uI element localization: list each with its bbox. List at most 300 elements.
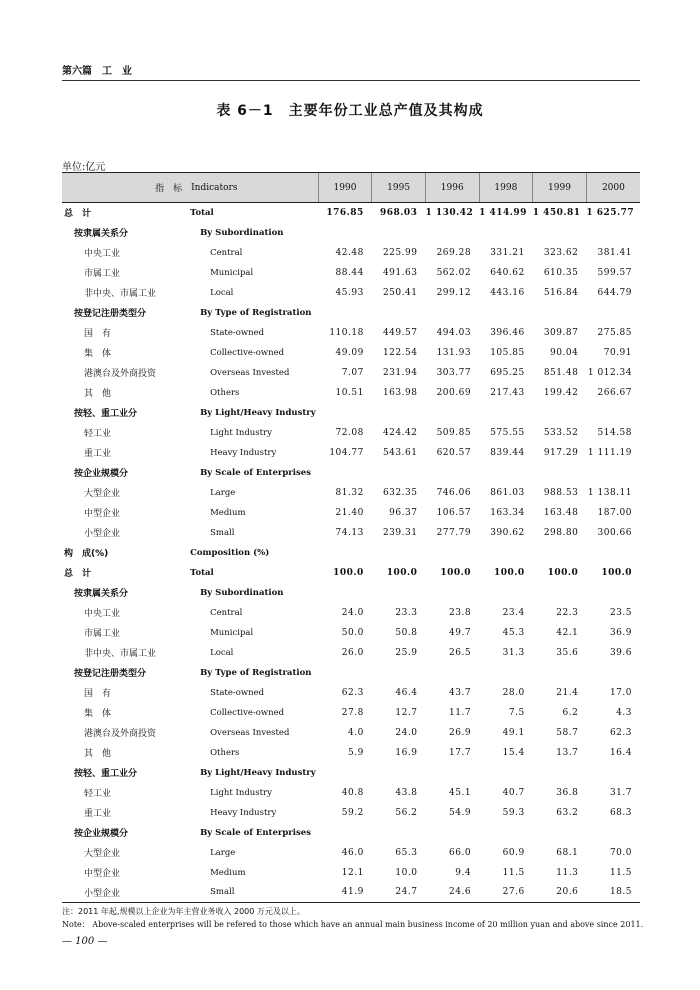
cell-value: 40.8 xyxy=(341,787,364,798)
cell-value: 65.3 xyxy=(395,847,418,858)
row-label-en: Overseas Invested xyxy=(210,367,290,378)
table-row xyxy=(62,823,640,843)
row-label-en: By Light/Heavy Industry xyxy=(200,767,316,778)
table-row xyxy=(62,623,640,643)
cell-value: 36.9 xyxy=(609,627,632,638)
table-row xyxy=(62,323,640,343)
cell-value: 50.8 xyxy=(395,627,418,638)
table-row xyxy=(62,603,640,623)
table-row xyxy=(62,563,640,583)
cell-value xyxy=(479,403,533,423)
row-label-en: Central xyxy=(210,247,243,258)
cell-value: 21.40 xyxy=(335,507,364,518)
table-header-row xyxy=(62,173,640,203)
row-label-zh: 国 有 xyxy=(84,689,112,699)
row-label-en: Overseas Invested xyxy=(210,727,290,738)
table-row xyxy=(62,583,640,603)
cell-value xyxy=(372,583,426,603)
data-table xyxy=(62,172,640,903)
cell-value xyxy=(318,663,372,683)
row-label-en: Light Industry xyxy=(210,427,272,438)
cell-value xyxy=(425,463,479,483)
row-label-en: Small xyxy=(210,527,235,538)
table-row xyxy=(62,543,640,563)
cell-value: 491.63 xyxy=(382,267,418,278)
cell-value xyxy=(425,663,479,683)
row-label-zh: 非中央、市属工业 xyxy=(84,649,157,659)
cell-value: 309.87 xyxy=(543,327,579,338)
cell-value: 10.51 xyxy=(335,387,364,398)
cell-value: 24.0 xyxy=(395,727,418,738)
table-row xyxy=(62,363,640,383)
cell-value: 31.7 xyxy=(609,787,632,798)
cell-value: 24.6 xyxy=(425,883,479,903)
cell-value: 25.9 xyxy=(395,647,418,658)
cell-value xyxy=(372,823,426,843)
cell-value xyxy=(372,403,426,423)
cell-value xyxy=(425,223,479,243)
cell-value: 43.8 xyxy=(395,787,418,798)
row-label-en: By Light/Heavy Industry xyxy=(200,407,316,418)
row-label-zh: 集 体 xyxy=(84,349,112,359)
row-label-en: Total xyxy=(190,207,214,218)
table-row xyxy=(62,643,640,663)
cell-value: 300.66 xyxy=(597,527,632,538)
cell-value: 298.80 xyxy=(543,527,579,538)
cell-value: 250.41 xyxy=(382,287,418,298)
cell-value xyxy=(533,463,587,483)
cell-value xyxy=(533,823,587,843)
cell-value: 7.5 xyxy=(508,707,525,718)
cell-value: 303.77 xyxy=(436,367,472,378)
table-row xyxy=(62,863,640,883)
cell-value: 24.0 xyxy=(341,607,364,618)
cell-value: 15.4 xyxy=(502,747,525,758)
table-body xyxy=(62,203,640,903)
cell-value: 599.57 xyxy=(597,267,632,278)
cell-value: 494.03 xyxy=(436,327,472,338)
cell-value xyxy=(586,403,640,423)
cell-value: 231.94 xyxy=(382,367,418,378)
cell-value: 390.62 xyxy=(490,527,525,538)
table-row xyxy=(62,243,640,263)
table-row xyxy=(62,683,640,703)
table-row xyxy=(62,403,640,423)
row-label-zh: 按隶属关系分 xyxy=(74,589,129,599)
row-label-zh: 其 他 xyxy=(84,389,112,399)
row-label-zh: 按企业规模分 xyxy=(74,469,129,479)
row-label-zh: 重工业 xyxy=(84,449,112,459)
table-row xyxy=(62,703,640,723)
cell-value: 45.1 xyxy=(449,787,472,798)
row-label-zh: 国 有 xyxy=(84,329,112,339)
cell-value: 100.0 xyxy=(440,567,472,578)
cell-value: 100.0 xyxy=(494,567,525,578)
cell-value xyxy=(372,663,426,683)
cell-value: 36.8 xyxy=(556,787,579,798)
cell-value xyxy=(425,583,479,603)
cell-value: 396.46 xyxy=(490,327,525,338)
row-label-zh: 港澳台及外商投资 xyxy=(84,369,157,379)
row-label-en: Composition (%) xyxy=(190,547,270,558)
cell-value: 59.2 xyxy=(341,807,364,818)
cell-value: 21.4 xyxy=(556,687,579,698)
cell-value xyxy=(318,303,372,323)
cell-value: 31.3 xyxy=(502,647,525,658)
cell-value xyxy=(372,303,426,323)
cell-value: 11.5 xyxy=(609,867,632,878)
row-label-en: Large xyxy=(210,847,236,858)
row-label-zh: 中型企业 xyxy=(84,869,121,879)
row-label-zh: 大型企业 xyxy=(84,489,121,499)
cell-value: 88.44 xyxy=(335,267,364,278)
cell-value: 74.13 xyxy=(335,527,364,538)
cell-value: 27.6 xyxy=(479,883,533,903)
header-year: 1999 xyxy=(533,173,587,203)
table-row xyxy=(62,263,640,283)
cell-value xyxy=(479,763,533,783)
table-row xyxy=(62,423,640,443)
row-label-zh: 按轻、重工业分 xyxy=(74,769,138,779)
header-year: 1996 xyxy=(425,173,479,203)
cell-value: 18.5 xyxy=(586,883,640,903)
header-indicator-en: Indicators xyxy=(190,173,318,203)
row-label-zh: 中央工业 xyxy=(84,249,121,259)
cell-value xyxy=(479,463,533,483)
cell-value xyxy=(318,823,372,843)
cell-value xyxy=(425,763,479,783)
cell-value: 217.43 xyxy=(490,387,525,398)
cell-value xyxy=(372,463,426,483)
cell-value xyxy=(586,823,640,843)
cell-value: 1 138.11 xyxy=(587,487,632,498)
header-year: 1998 xyxy=(479,173,533,203)
cell-value: 26.9 xyxy=(449,727,472,738)
cell-value: 514.58 xyxy=(597,427,632,438)
row-label-zh: 总 计 xyxy=(64,209,92,220)
cell-value: 63.2 xyxy=(556,807,579,818)
row-label-zh: 按轻、重工业分 xyxy=(74,409,138,419)
cell-value: 106.57 xyxy=(436,507,472,518)
cell-value: 43.7 xyxy=(449,687,472,698)
cell-value: 23.4 xyxy=(502,607,525,618)
cell-value: 12.7 xyxy=(395,707,418,718)
cell-value: 11.3 xyxy=(556,867,579,878)
cell-value: 176.85 xyxy=(326,207,364,218)
row-label-zh: 按登记注册类型分 xyxy=(74,669,147,679)
cell-value: 16.9 xyxy=(395,747,418,758)
row-label-en: Local xyxy=(210,647,234,658)
row-label-zh: 轻工业 xyxy=(84,789,112,799)
row-label-en: Municipal xyxy=(210,267,254,278)
row-label-en: Total xyxy=(190,567,214,578)
cell-value xyxy=(586,223,640,243)
chapter-header: 第六篇 工 业 xyxy=(62,62,640,81)
cell-value: 746.06 xyxy=(436,487,472,498)
cell-value xyxy=(586,663,640,683)
cell-value: 72.08 xyxy=(335,427,364,438)
cell-value: 17.0 xyxy=(609,687,632,698)
cell-value xyxy=(586,463,640,483)
row-label-en: Medium xyxy=(210,507,246,518)
row-label-en: Municipal xyxy=(210,627,254,638)
cell-value xyxy=(533,663,587,683)
row-label-en: Collective-owned xyxy=(210,347,285,358)
row-label-en: State-owned xyxy=(210,327,265,338)
cell-value: 17.7 xyxy=(449,747,472,758)
cell-value: 49.1 xyxy=(502,727,525,738)
cell-value: 62.3 xyxy=(341,687,364,698)
cell-value: 443.16 xyxy=(490,287,525,298)
table-row xyxy=(62,663,640,683)
table-row xyxy=(62,783,640,803)
table-row xyxy=(62,443,640,463)
cell-value: 381.41 xyxy=(597,247,632,258)
row-label-en: By Subordination xyxy=(200,587,284,598)
cell-value: 23.5 xyxy=(609,607,632,618)
cell-value xyxy=(318,223,372,243)
cell-value: 968.03 xyxy=(379,207,418,218)
cell-value: 100.0 xyxy=(333,567,364,578)
row-label-zh: 小型企业 xyxy=(84,529,121,539)
cell-value: 610.35 xyxy=(543,267,579,278)
cell-value xyxy=(586,763,640,783)
table-row xyxy=(62,223,640,243)
cell-value: 331.21 xyxy=(490,247,525,258)
cell-value: 23.8 xyxy=(449,607,472,618)
cell-value: 199.42 xyxy=(543,387,579,398)
row-label-en: Heavy Industry xyxy=(210,447,277,458)
table-row xyxy=(62,203,640,223)
cell-value xyxy=(533,303,587,323)
cell-value: 23.3 xyxy=(395,607,418,618)
cell-value: 49.7 xyxy=(449,627,472,638)
cell-value: 644.79 xyxy=(597,287,632,298)
header-indicator-zh: 指 标 xyxy=(62,173,190,203)
cell-value: 104.77 xyxy=(329,447,364,458)
cell-value xyxy=(479,663,533,683)
cell-value: 26.0 xyxy=(341,647,364,658)
cell-value: 49.09 xyxy=(335,347,364,358)
cell-value: 1 625.77 xyxy=(586,207,635,218)
row-label-zh: 按登记注册类型分 xyxy=(74,309,147,319)
row-label-zh: 总 计 xyxy=(64,569,92,579)
cell-value: 70.91 xyxy=(603,347,632,358)
footnote-en: Note： Above-scaled enterprises will be refered to those which have an annual main business income of 20 million yuan and above since 2011. xyxy=(62,920,644,929)
cell-value: 516.84 xyxy=(543,287,579,298)
table-row xyxy=(62,523,640,543)
cell-value: 266.67 xyxy=(597,387,632,398)
cell-value: 277.79 xyxy=(436,527,472,538)
cell-value: 96.37 xyxy=(389,507,418,518)
cell-value xyxy=(533,223,587,243)
cell-value: 41.9 xyxy=(318,883,372,903)
row-label-en: Medium xyxy=(210,867,246,878)
header-year: 2000 xyxy=(586,173,640,203)
table-row xyxy=(62,843,640,863)
cell-value: 42.48 xyxy=(335,247,364,258)
cell-value: 28.0 xyxy=(502,687,525,698)
row-label-en: Small xyxy=(190,883,318,903)
cell-value: 163.48 xyxy=(543,507,579,518)
cell-value: 620.57 xyxy=(436,447,472,458)
table-row xyxy=(62,303,640,323)
row-label-en: Heavy Industry xyxy=(210,807,277,818)
cell-value: 90.04 xyxy=(550,347,579,358)
cell-value: 56.2 xyxy=(395,807,418,818)
cell-value: 59.3 xyxy=(502,807,525,818)
row-label-zh: 港澳台及外商投资 xyxy=(84,729,157,739)
cell-value: 988.53 xyxy=(543,487,579,498)
cell-value xyxy=(318,763,372,783)
cell-value: 42.1 xyxy=(556,627,579,638)
cell-value xyxy=(372,223,426,243)
cell-value: 81.32 xyxy=(335,487,364,498)
cell-value: 66.0 xyxy=(449,847,472,858)
cell-value: 68.1 xyxy=(556,847,579,858)
footnote-zh: 注：2011 年起,规模以上企业为年主营业务收入 2000 万元及以上。 xyxy=(62,907,305,916)
cell-value: 200.69 xyxy=(436,387,472,398)
cell-value: 39.6 xyxy=(609,647,632,658)
cell-value: 269.28 xyxy=(436,247,472,258)
cell-value: 46.4 xyxy=(395,687,418,698)
cell-value: 70.0 xyxy=(609,847,632,858)
header-year: 1990 xyxy=(318,173,372,203)
cell-value: 4.0 xyxy=(347,727,364,738)
cell-value xyxy=(479,823,533,843)
row-label-en: Light Industry xyxy=(210,787,272,798)
row-label-en: By Scale of Enterprises xyxy=(200,827,311,838)
cell-value xyxy=(586,303,640,323)
cell-value: 22.3 xyxy=(556,607,579,618)
cell-value: 46.0 xyxy=(341,847,364,858)
cell-value: 695.25 xyxy=(490,367,525,378)
cell-value: 275.85 xyxy=(597,327,632,338)
cell-value: 424.42 xyxy=(382,427,418,438)
row-label-zh: 中央工业 xyxy=(84,609,121,619)
cell-value: 562.02 xyxy=(436,267,472,278)
table-row xyxy=(62,743,640,763)
cell-value: 239.31 xyxy=(382,527,418,538)
row-label-en: By Type of Registration xyxy=(200,307,312,318)
page-number: — 100 — xyxy=(62,936,108,947)
cell-value: 1 414.99 xyxy=(479,207,527,218)
header-year: 1995 xyxy=(372,173,426,203)
cell-value: 9.4 xyxy=(455,867,472,878)
cell-value xyxy=(533,763,587,783)
table-row xyxy=(62,503,640,523)
row-label-zh: 市属工业 xyxy=(84,629,121,639)
cell-value: 110.18 xyxy=(329,327,364,338)
cell-value: 1 012.34 xyxy=(587,367,632,378)
row-label-zh: 集 体 xyxy=(84,709,112,719)
row-label-en: Large xyxy=(210,487,236,498)
cell-value xyxy=(425,823,479,843)
footnote xyxy=(62,905,652,931)
cell-value: 40.7 xyxy=(502,787,525,798)
cell-value: 851.48 xyxy=(543,367,579,378)
cell-value: 861.03 xyxy=(490,487,525,498)
table-row xyxy=(62,283,640,303)
table-row xyxy=(62,343,640,363)
cell-value: 45.93 xyxy=(335,287,364,298)
cell-value: 60.9 xyxy=(502,847,525,858)
table-title: 表 6－1 主要年份工业总产值及其构成 xyxy=(216,103,484,119)
cell-value xyxy=(318,463,372,483)
cell-value: 50.0 xyxy=(341,627,364,638)
cell-value: 509.85 xyxy=(436,427,472,438)
cell-value: 1 130.42 xyxy=(425,207,474,218)
cell-value: 299.12 xyxy=(436,287,472,298)
table-row xyxy=(62,883,640,903)
cell-value: 26.5 xyxy=(449,647,472,658)
row-label-en: Others xyxy=(210,747,240,758)
cell-value: 16.4 xyxy=(609,747,632,758)
cell-value: 105.85 xyxy=(490,347,525,358)
row-label-zh: 轻工业 xyxy=(84,429,112,439)
cell-value: 27.8 xyxy=(341,707,364,718)
cell-value: 6.2 xyxy=(562,707,579,718)
cell-value xyxy=(533,543,587,563)
cell-value: 35.6 xyxy=(556,647,579,658)
cell-value: 449.57 xyxy=(382,327,418,338)
cell-value: 575.55 xyxy=(490,427,525,438)
cell-value xyxy=(533,583,587,603)
cell-value: 1 450.81 xyxy=(532,207,581,218)
cell-value: 100.0 xyxy=(386,567,418,578)
cell-value: 225.99 xyxy=(382,247,418,258)
table-row xyxy=(62,723,640,743)
row-label-en: By Type of Registration xyxy=(200,667,312,678)
cell-value xyxy=(425,543,479,563)
row-label-zh: 大型企业 xyxy=(84,849,121,859)
row-label-zh: 按隶属关系分 xyxy=(74,229,129,239)
cell-value: 54.9 xyxy=(449,807,472,818)
row-label-zh: 重工业 xyxy=(84,809,112,819)
table-row xyxy=(62,483,640,503)
table-row xyxy=(62,463,640,483)
cell-value: 917.29 xyxy=(543,447,579,458)
cell-value xyxy=(479,583,533,603)
cell-value: 163.34 xyxy=(490,507,525,518)
cell-value: 7.07 xyxy=(341,367,364,378)
cell-value: 12.1 xyxy=(341,867,364,878)
cell-value xyxy=(318,583,372,603)
cell-value xyxy=(533,403,587,423)
cell-value xyxy=(586,543,640,563)
cell-value: 187.00 xyxy=(597,507,632,518)
cell-value: 45.3 xyxy=(502,627,525,638)
cell-value xyxy=(372,763,426,783)
cell-value xyxy=(318,403,372,423)
cell-value: 533.52 xyxy=(543,427,579,438)
cell-value: 632.35 xyxy=(382,487,418,498)
row-label-en: Collective-owned xyxy=(210,707,285,718)
cell-value: 122.54 xyxy=(382,347,418,358)
cell-value: 68.3 xyxy=(609,807,632,818)
row-label-en: Local xyxy=(210,287,234,298)
cell-value xyxy=(479,223,533,243)
row-label-zh: 非中央、市属工业 xyxy=(84,289,157,299)
cell-value: 58.7 xyxy=(556,727,579,738)
cell-value: 640.62 xyxy=(490,267,525,278)
cell-value xyxy=(318,543,372,563)
unit-label: 单位:亿元 xyxy=(62,162,106,173)
table-row xyxy=(62,803,640,823)
cell-value: 131.93 xyxy=(436,347,472,358)
row-label-zh: 市属工业 xyxy=(84,269,121,279)
cell-value: 839.44 xyxy=(490,447,525,458)
